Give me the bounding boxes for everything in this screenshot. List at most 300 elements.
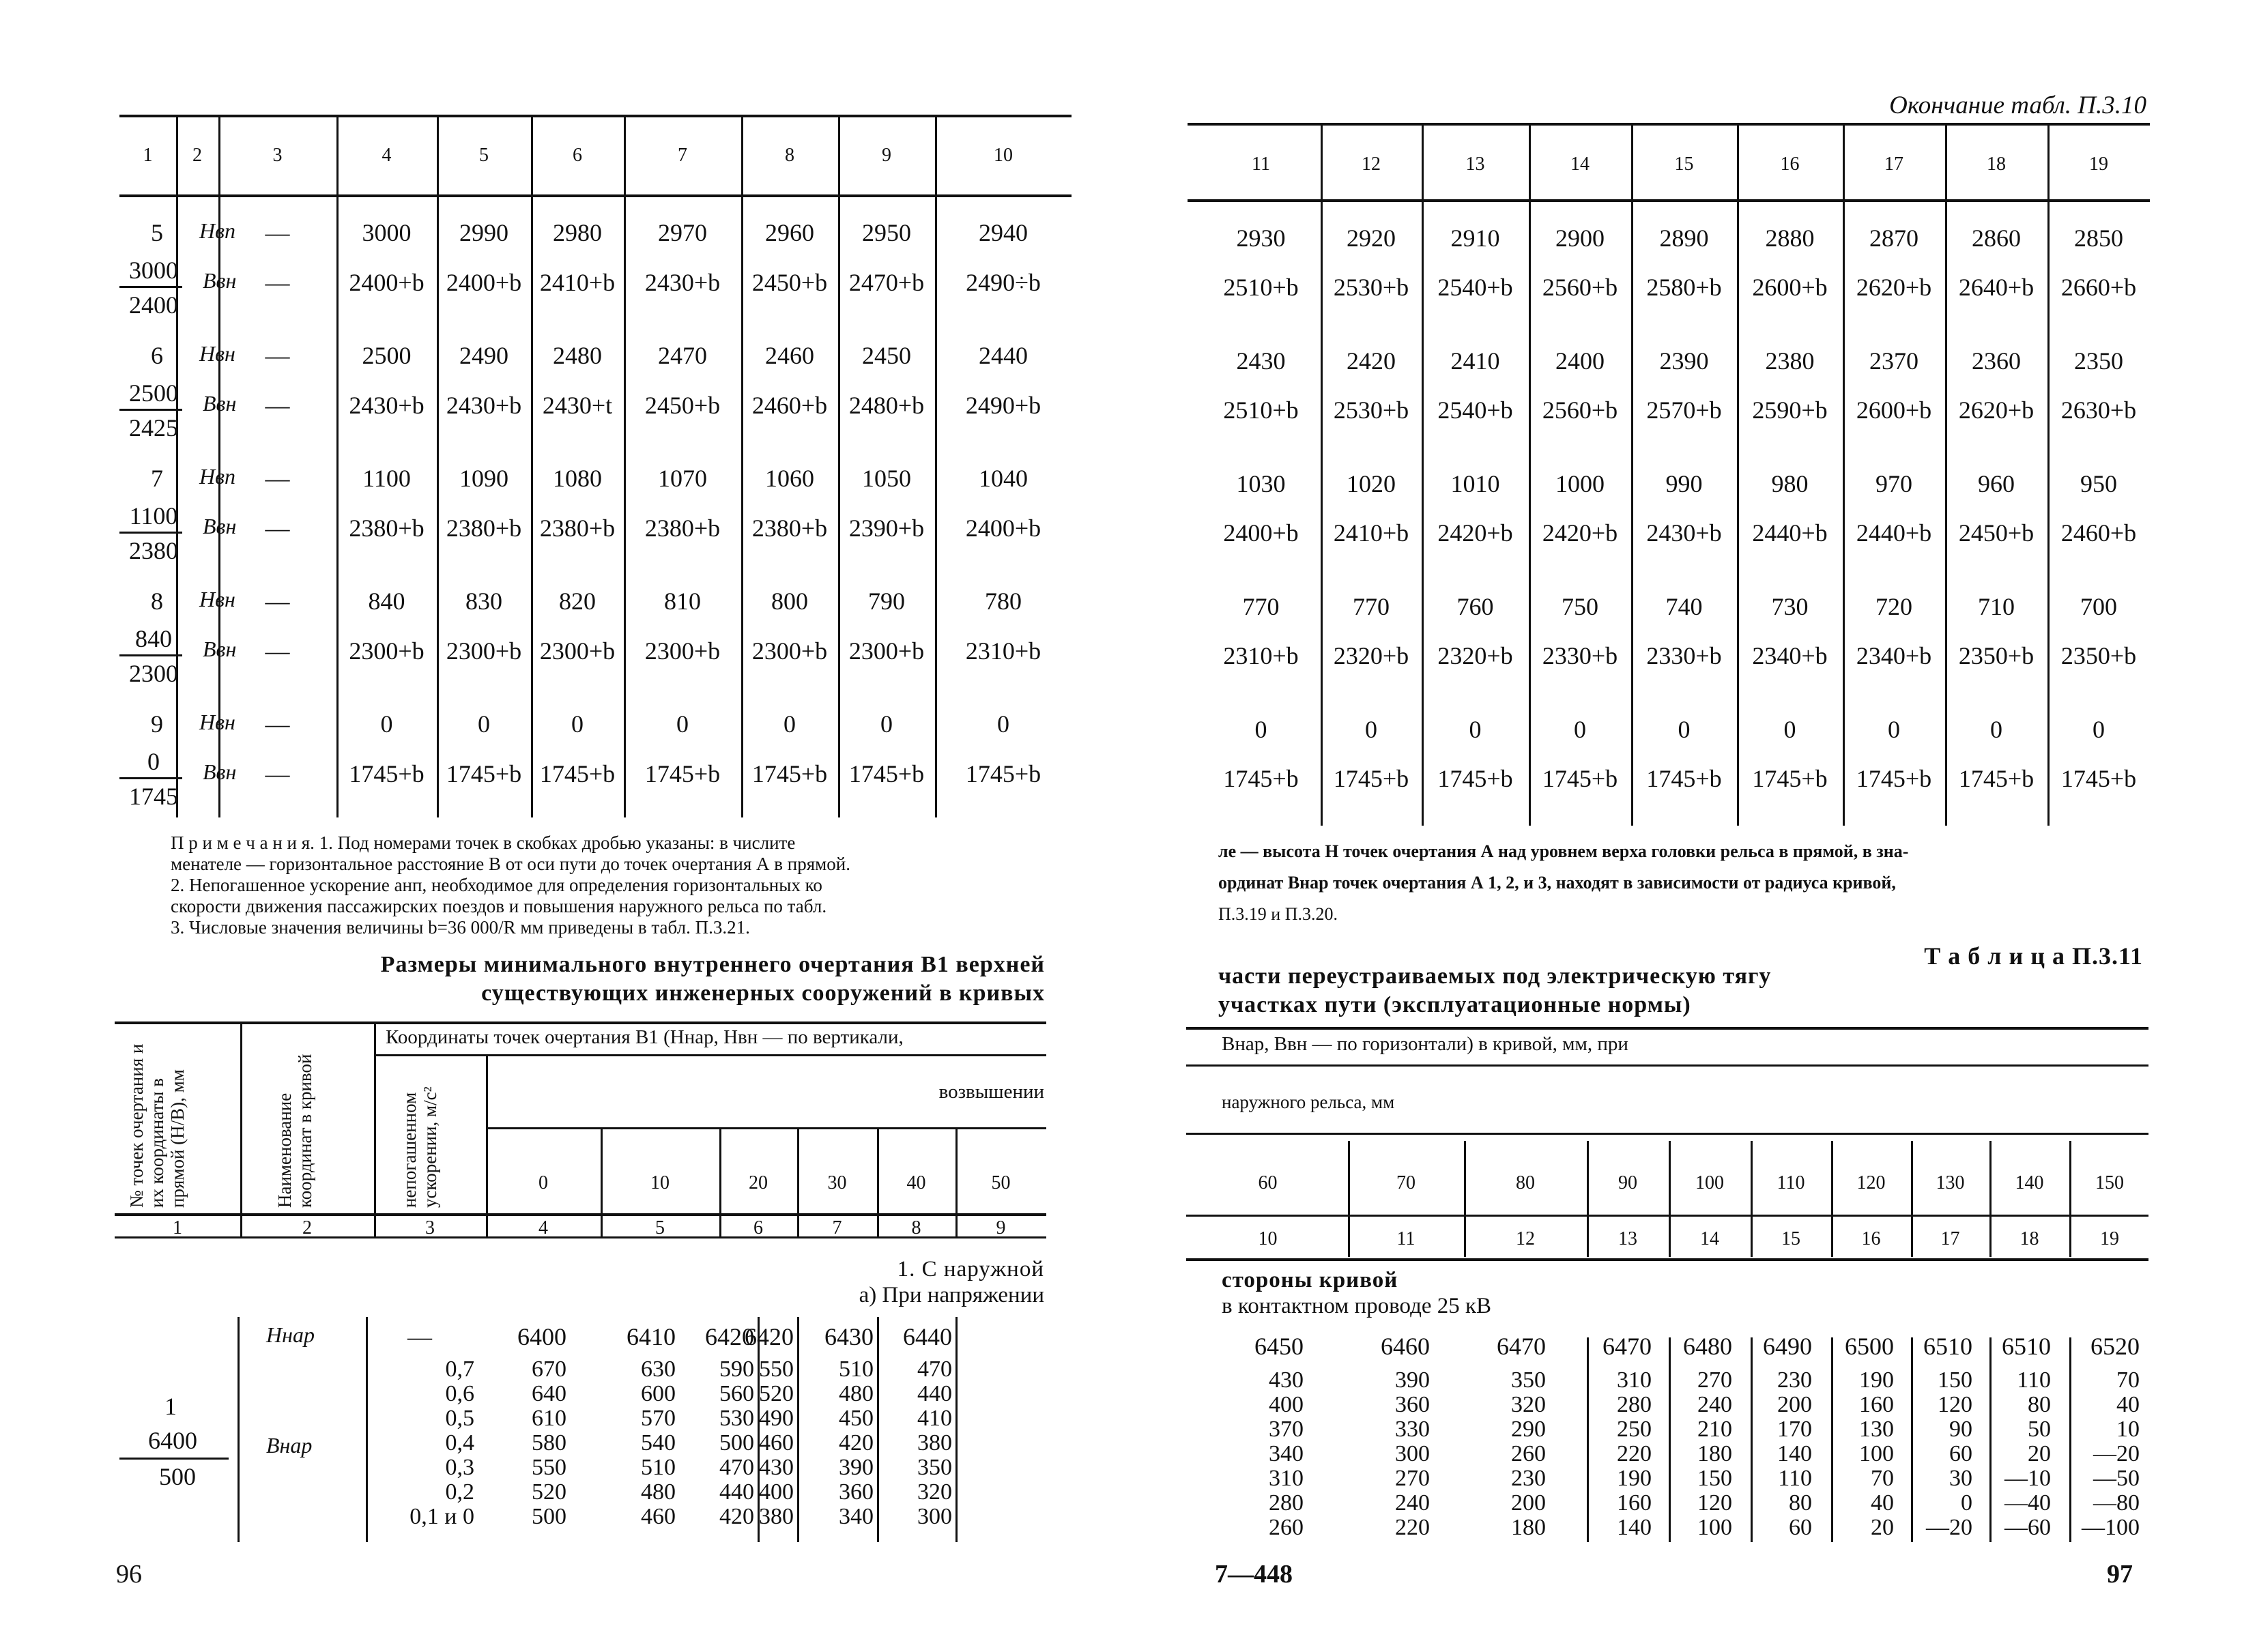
section-title-line-2: существующих инженерных сооружений в кривых (481, 981, 1045, 1006)
column-number: 16 (1861, 1228, 1881, 1249)
table-cell: —40 (2004, 1490, 2051, 1516)
table-cell: 280 (1617, 1392, 1652, 1417)
coord-label: Bвн (203, 514, 237, 538)
column-number: 4 (538, 1217, 548, 1238)
column-number: 6 (573, 145, 582, 166)
frac-top: 840 (135, 625, 172, 652)
table-cell: 360 (1395, 1392, 1430, 1417)
table-cell: 2470 (658, 342, 707, 369)
table-cell: 2910 (1450, 224, 1500, 252)
table-cell: 2970 (658, 219, 707, 246)
table-cell: 780 (985, 588, 1022, 615)
table-cell: 280 (1269, 1490, 1304, 1516)
elevation-value: 70 (1396, 1172, 1415, 1193)
table-cell: —20 (2093, 1441, 2140, 1466)
table-cell: 2540+b (1437, 274, 1513, 301)
table-cell: 420 (719, 1504, 754, 1529)
table-cell: 2300+b (848, 637, 925, 665)
table-cell: 470 (917, 1357, 952, 1382)
column-number: 15 (1781, 1228, 1800, 1249)
table-cell: 160 (1617, 1490, 1652, 1516)
table-cell: 2450+b (1958, 519, 2035, 547)
accel-value: 0,3 (445, 1455, 474, 1480)
table-cell: 6430 (824, 1323, 874, 1350)
column-number: 7 (832, 1217, 842, 1238)
table-cell: 0 (997, 710, 1009, 738)
table-cell: 2400+b (349, 269, 425, 296)
note-line-2: менателе — горизонтальное расстояние B от оси пути до точек очертания А в прямой. (171, 854, 850, 874)
table-cell: 2330+b (1542, 642, 1618, 669)
table-cell: 580 (532, 1430, 566, 1455)
table-cell: 810 (664, 588, 701, 615)
table-cell: 2380+b (644, 515, 721, 542)
column-number: 13 (1618, 1228, 1637, 1249)
table-cell: 2960 (765, 219, 814, 246)
table-cell: 2380+b (349, 515, 425, 542)
frac-bottom: 2380 (129, 537, 178, 564)
elevation-value: 30 (827, 1172, 847, 1193)
table-cell: 2460+b (2060, 519, 2137, 547)
table-cell: 0 (1469, 716, 1482, 743)
table-cell: 2380+b (751, 515, 828, 542)
accel-value: 0,1 и 0 (409, 1504, 474, 1529)
table-cell: 20 (1871, 1515, 1894, 1540)
table-cell: 290 (1511, 1417, 1546, 1442)
table-cell: 2430+t (542, 392, 613, 419)
table-cell: 2580+b (1646, 274, 1722, 301)
table-cell: 2410+b (1333, 519, 1409, 547)
table-cell: 2440+b (1752, 519, 1828, 547)
column-number: 8 (911, 1217, 921, 1238)
table-cell: 2350 (2074, 347, 2123, 375)
table-cell: 2600+b (1856, 396, 1932, 424)
right-sub2: в контактном проводе 25 кВ (1222, 1294, 1492, 1318)
column-number: 2 (302, 1217, 312, 1238)
table-cell: 360 (839, 1479, 874, 1505)
column-number: 18 (1987, 154, 2006, 175)
dash: — (265, 515, 290, 542)
frac-bottom: 2425 (129, 414, 178, 441)
table-cell: 400 (1269, 1392, 1304, 1417)
table-cell: 80 (1789, 1490, 1812, 1516)
dash: — (265, 637, 290, 665)
table-cell: 1745+b (349, 760, 425, 787)
table-cell: 480 (839, 1381, 874, 1406)
column-number: 5 (655, 1217, 665, 1238)
table-cell: 0 (880, 710, 893, 738)
table-cell: 2330+b (1646, 642, 1722, 669)
coord-label: Hвн (199, 587, 235, 611)
table-cell: 2300+b (644, 637, 721, 665)
table-cell: 370 (1269, 1417, 1304, 1442)
table-cell: 320 (917, 1479, 952, 1505)
table-cell: 420 (839, 1430, 874, 1455)
table-cell: 2470+b (848, 269, 925, 296)
table-cell: 10 (2116, 1417, 2140, 1442)
coord-label: Hвн (199, 710, 235, 734)
table-cell: 180 (1511, 1515, 1546, 1540)
elevation-value: 80 (1516, 1172, 1535, 1193)
table-cell: 2660+b (2060, 274, 2137, 301)
table-cell: 970 (1875, 470, 1912, 497)
right-note-line-2: ординат Bнар точек очертания А 1, 2, и 3, находят в зависимости от радиуса кривой, (1218, 873, 1896, 893)
table-cell: 120 (1938, 1392, 1972, 1417)
table-cell: 6510 (1923, 1333, 1972, 1360)
point-number: 6 (151, 342, 163, 369)
table-cell: 0 (1574, 716, 1586, 743)
table-cell: 610 (532, 1406, 566, 1431)
table-cell: 2430+b (644, 269, 721, 296)
column-number: 11 (1252, 154, 1270, 175)
table-cell: 590 (719, 1357, 754, 1382)
table-cell: 2400 (1555, 347, 1605, 375)
note-line-1: П р и м е ч а н и я. 1. Под номерами точек в скобках дробью указаны: в числите (171, 832, 796, 853)
table-cell: 1080 (553, 465, 602, 492)
b-label: Bнар (266, 1433, 313, 1458)
table-cell: 6470 (1602, 1333, 1652, 1360)
table-cell: 340 (839, 1504, 874, 1529)
table-cell: 60 (1949, 1441, 1972, 1466)
frac-top: 1100 (129, 502, 178, 530)
table-cell: 220 (1617, 1441, 1652, 1466)
table-cell: 390 (1395, 1367, 1430, 1393)
column-number: 3 (272, 145, 283, 166)
table-cell: 350 (1511, 1367, 1546, 1393)
table-cell: 2980 (553, 219, 602, 246)
bottom-frac-top: 6400 (148, 1427, 197, 1454)
table-cell: 340 (1269, 1441, 1304, 1466)
accel-value: 0,2 (445, 1479, 474, 1505)
signature-mark: 7—448 (1215, 1560, 1293, 1589)
table-cell: 550 (532, 1455, 566, 1480)
point-number: 5 (151, 219, 163, 246)
column-number: 4 (382, 145, 392, 166)
h-label: Hнар (266, 1322, 315, 1347)
elevation-value: 60 (1258, 1172, 1278, 1193)
table-cell: 350 (917, 1455, 952, 1480)
table-cell: 0 (571, 710, 584, 738)
table-cell: 990 (1665, 470, 1703, 497)
elevation-value: 90 (1618, 1172, 1637, 1193)
table-cell: 300 (917, 1504, 952, 1529)
table-cell: 170 (1777, 1417, 1812, 1442)
coord-label: Bвн (203, 759, 237, 784)
table-cell: 0 (1678, 716, 1691, 743)
table-cell: 0 (676, 710, 689, 738)
table-cell: 6440 (903, 1323, 952, 1350)
table-cell: 210 (1697, 1417, 1732, 1442)
table-cell: 50 (2028, 1417, 2051, 1442)
table-cell: 2630+b (2060, 396, 2137, 424)
table-cell: —10 (2004, 1466, 2051, 1491)
table-cell: 710 (1978, 593, 2015, 620)
table-cell: 2380 (1765, 347, 1815, 375)
table-cell: 270 (1697, 1367, 1732, 1393)
table-cell: 2490 (459, 342, 508, 369)
table-cell: 2430+b (446, 392, 522, 419)
accel-value: 0,7 (445, 1357, 474, 1382)
right-note-line-3: П.3.19 и П.3.20. (1218, 904, 1338, 924)
table-cell: 830 (465, 588, 502, 615)
elevation-value: 140 (2015, 1172, 2044, 1193)
table-cell: 0 (1990, 716, 2002, 743)
table-cell: 2430 (1236, 347, 1286, 375)
bottom-sub2: а) При напряжении (859, 1283, 1044, 1307)
table-cell: 2360 (1972, 347, 2021, 375)
table-cell: 840 (368, 588, 405, 615)
right-elevation-header: наружного рельса, мм (1222, 1092, 1395, 1112)
column-number: 14 (1570, 154, 1590, 175)
table-cell: 40 (2116, 1392, 2140, 1417)
table-cell: 430 (1269, 1367, 1304, 1393)
dash: — (265, 588, 290, 615)
column-number: 19 (2089, 154, 2108, 175)
table-cell: 310 (1617, 1367, 1652, 1393)
table-cell: 0 (1783, 716, 1796, 743)
table-cell: —50 (2093, 1466, 2140, 1491)
coord-label: Bвн (203, 391, 237, 416)
table-cell: 130 (1859, 1417, 1894, 1442)
page-number-left: 96 (116, 1560, 142, 1589)
elevation-value: 150 (2095, 1172, 2124, 1193)
table-cell: 0 (1254, 716, 1267, 743)
table-cell: 1000 (1555, 470, 1605, 497)
column-number: 16 (1780, 154, 1800, 175)
table-cell: 510 (839, 1357, 874, 1382)
column-number: 8 (785, 145, 794, 166)
table-cell: 1745+b (965, 760, 1041, 787)
table-cell: 320 (1511, 1392, 1546, 1417)
column-number: 17 (1884, 154, 1903, 175)
table-cell: 2510+b (1223, 274, 1299, 301)
table-cell: 2530+b (1333, 396, 1409, 424)
right-note-line-1: ле — высота H точек очертания А над уровнем верха головки рельса в прямой, в зна- (1218, 841, 1909, 861)
frac-bottom: 1745 (129, 783, 178, 810)
table-cell: 40 (1871, 1490, 1894, 1516)
table-cell: 1745+b (539, 760, 616, 787)
col2-header: Наименование координат в кривой (274, 1054, 315, 1208)
accel-value: 0,6 (445, 1381, 474, 1406)
table-cell: 770 (1242, 593, 1280, 620)
table-cell: 2880 (1765, 224, 1815, 252)
frac-top: 3000 (129, 257, 178, 284)
table-cell: 2300+b (751, 637, 828, 665)
table-cell: 2300+b (539, 637, 616, 665)
table-cell: 540 (641, 1430, 676, 1455)
table-cell: 1745+b (446, 760, 522, 787)
column-number: 17 (1940, 1228, 1960, 1249)
table-cell: 550 (759, 1357, 794, 1382)
table-cell: 950 (2080, 470, 2117, 497)
table-cell: 2480 (553, 342, 602, 369)
table-cell: 750 (1562, 593, 1598, 620)
table-cell: 2930 (1236, 224, 1286, 252)
right-coord-header: Bнар, Bвн — по горизонтали) в кривой, мм, при (1222, 1033, 1628, 1055)
col1-header: № точек очертания и их координаты в прямой (Н/В), мм (126, 1043, 188, 1208)
table-cell: 2430+b (349, 392, 425, 419)
table-cell: 1745+b (1646, 765, 1722, 792)
table-cell: 60 (1789, 1515, 1812, 1540)
table-cell: 2420+b (1542, 519, 1618, 547)
frac-bottom: 2300 (129, 660, 178, 687)
table-cell: 3000 (362, 219, 412, 246)
table-cell: 2450+b (751, 269, 828, 296)
table-cell: 6470 (1497, 1333, 1546, 1360)
table-cell: 2490÷b (966, 269, 1041, 296)
elevation-value: 100 (1695, 1172, 1724, 1193)
column-number: 7 (678, 145, 687, 166)
table-cell: 470 (719, 1455, 754, 1480)
table-cell: 2560+b (1542, 396, 1618, 424)
table-cell: 980 (1771, 470, 1809, 497)
elevation-value: 0 (538, 1172, 548, 1193)
table-cell: 2400+b (965, 515, 1041, 542)
table-cell: 270 (1395, 1466, 1430, 1491)
table-cell: 2950 (862, 219, 911, 246)
table-cell: 1745+b (1333, 765, 1409, 792)
table-cell: 6420 (705, 1323, 754, 1350)
table-cell: 960 (1978, 470, 2015, 497)
table-cell: 2390+b (848, 515, 925, 542)
table-cell: 190 (1859, 1367, 1894, 1393)
elevation-value: 120 (1856, 1172, 1886, 1193)
bottom-point-number: 1 (164, 1393, 177, 1420)
dash: — (265, 760, 290, 787)
table-cell: 300 (1395, 1441, 1430, 1466)
table-cell: 2570+b (1646, 396, 1722, 424)
table-cell: 1745+b (1752, 765, 1828, 792)
dash: — (265, 465, 290, 492)
column-number: 18 (2019, 1228, 2039, 1249)
accel-value: 0,5 (445, 1406, 474, 1431)
table-cell: 1745+b (644, 760, 721, 787)
table-cell: 2440+b (1856, 519, 1932, 547)
table-cell: 700 (2080, 593, 2117, 620)
elevation-value: 40 (906, 1172, 926, 1193)
table-cell: 2300+b (349, 637, 425, 665)
coord-label: Bвн (203, 268, 237, 293)
table-cell: 6400 (517, 1323, 566, 1350)
table-cell: 2320+b (1333, 642, 1409, 669)
table-cell: 460 (641, 1504, 676, 1529)
table-cell: 2530+b (1333, 274, 1409, 301)
table-cell: 2380+b (539, 515, 616, 542)
table-cell: 6420 (745, 1323, 794, 1350)
column-number: 1 (143, 145, 153, 166)
table-cell: 2940 (979, 219, 1028, 246)
table-cell: 100 (1697, 1515, 1732, 1540)
table-cell: 800 (771, 588, 808, 615)
table-cell: 110 (1778, 1466, 1812, 1491)
table-cell: 260 (1269, 1515, 1304, 1540)
table-cell: 2450 (862, 342, 911, 369)
elevation-value: 110 (1777, 1172, 1805, 1193)
point-number: 8 (151, 588, 163, 615)
table-label: Т а б л и ц а П.3.11 (1924, 942, 2143, 970)
table-cell: 0 (1888, 716, 1900, 743)
note-line-3: 2. Непогашенное ускорение aнп, необходимое для определения горизонтальных ко (171, 875, 822, 895)
column-number: 2 (192, 145, 202, 166)
table-cell: 2480+b (848, 392, 925, 419)
table-cell: 2300+b (446, 637, 522, 665)
continuation-label: Окончание табл. П.3.10 (1889, 91, 2146, 119)
table-cell: 1745+b (2060, 765, 2137, 792)
table-cell: 100 (1859, 1441, 1894, 1466)
table-cell: 180 (1697, 1441, 1732, 1466)
table-cell: 570 (641, 1406, 676, 1431)
dash: — (265, 269, 290, 296)
table-cell: 770 (1353, 593, 1390, 620)
table-cell: 2370 (1869, 347, 1918, 375)
column-number: 3 (425, 1217, 435, 1238)
table-cell: 1070 (658, 465, 707, 492)
column-number: 13 (1465, 154, 1485, 175)
table-cell: 790 (868, 588, 905, 615)
table-cell: 0 (380, 710, 393, 738)
column-number: 1 (173, 1217, 182, 1238)
table-cell: 250 (1617, 1417, 1652, 1442)
table-cell: 2410+b (539, 269, 616, 296)
table-cell: 2440 (979, 342, 1028, 369)
table-cell: 90 (1949, 1417, 1972, 1442)
table-cell: 2400+b (446, 269, 522, 296)
coord-label: Hвп (199, 218, 235, 243)
table-cell: 410 (917, 1406, 952, 1431)
elevation-value: 20 (749, 1172, 768, 1193)
table-cell: 390 (839, 1455, 874, 1480)
dash: — (265, 219, 290, 246)
table-cell: 110 (2017, 1367, 2051, 1393)
table-cell: 240 (1697, 1392, 1732, 1417)
table-cell: 2460 (765, 342, 814, 369)
col3-header: непогашенном ускорении, м/с² (399, 1086, 440, 1208)
table-cell: 460 (759, 1430, 794, 1455)
dash: — (265, 342, 290, 369)
table-cell: 2350+b (2060, 642, 2137, 669)
note-line-5: 3. Числовые значения величины b=36 000/R мм приведены в табл. П.3.21. (171, 917, 750, 938)
table-cell: 600 (641, 1381, 676, 1406)
table-cell: 2560+b (1542, 274, 1618, 301)
table-cell: 760 (1456, 593, 1494, 620)
table-cell: 440 (917, 1381, 952, 1406)
table-cell: 80 (2028, 1392, 2051, 1417)
table-cell: 380 (917, 1430, 952, 1455)
table-cell: 2420 (1347, 347, 1396, 375)
elevation-header: возвышении (938, 1081, 1044, 1103)
table-cell: 1010 (1450, 470, 1500, 497)
accel-value: — (407, 1323, 432, 1350)
column-number: 9 (882, 145, 891, 166)
table-cell: 2890 (1659, 224, 1709, 252)
table-cell: 1100 (362, 465, 411, 492)
table-cell: 1745+b (848, 760, 925, 787)
table-cell: 520 (532, 1479, 566, 1505)
table-cell: 720 (1875, 593, 1912, 620)
bottom-frac-bottom: 500 (159, 1463, 196, 1490)
table-cell: 330 (1395, 1417, 1430, 1442)
coord-label: Bвн (203, 637, 237, 661)
table-cell: 6520 (2090, 1333, 2140, 1360)
table-cell: 20 (2028, 1441, 2051, 1466)
table-cell: 670 (532, 1357, 566, 1382)
table-cell: 640 (532, 1381, 566, 1406)
table-cell: 6410 (627, 1323, 676, 1350)
table-cell: 510 (641, 1455, 676, 1480)
right-section-title-line-2: участках пути (эксплуатационные нормы) (1218, 992, 1691, 1017)
column-number: 10 (994, 145, 1013, 166)
table-cell: 480 (641, 1479, 676, 1505)
table-cell: 2600+b (1752, 274, 1828, 301)
